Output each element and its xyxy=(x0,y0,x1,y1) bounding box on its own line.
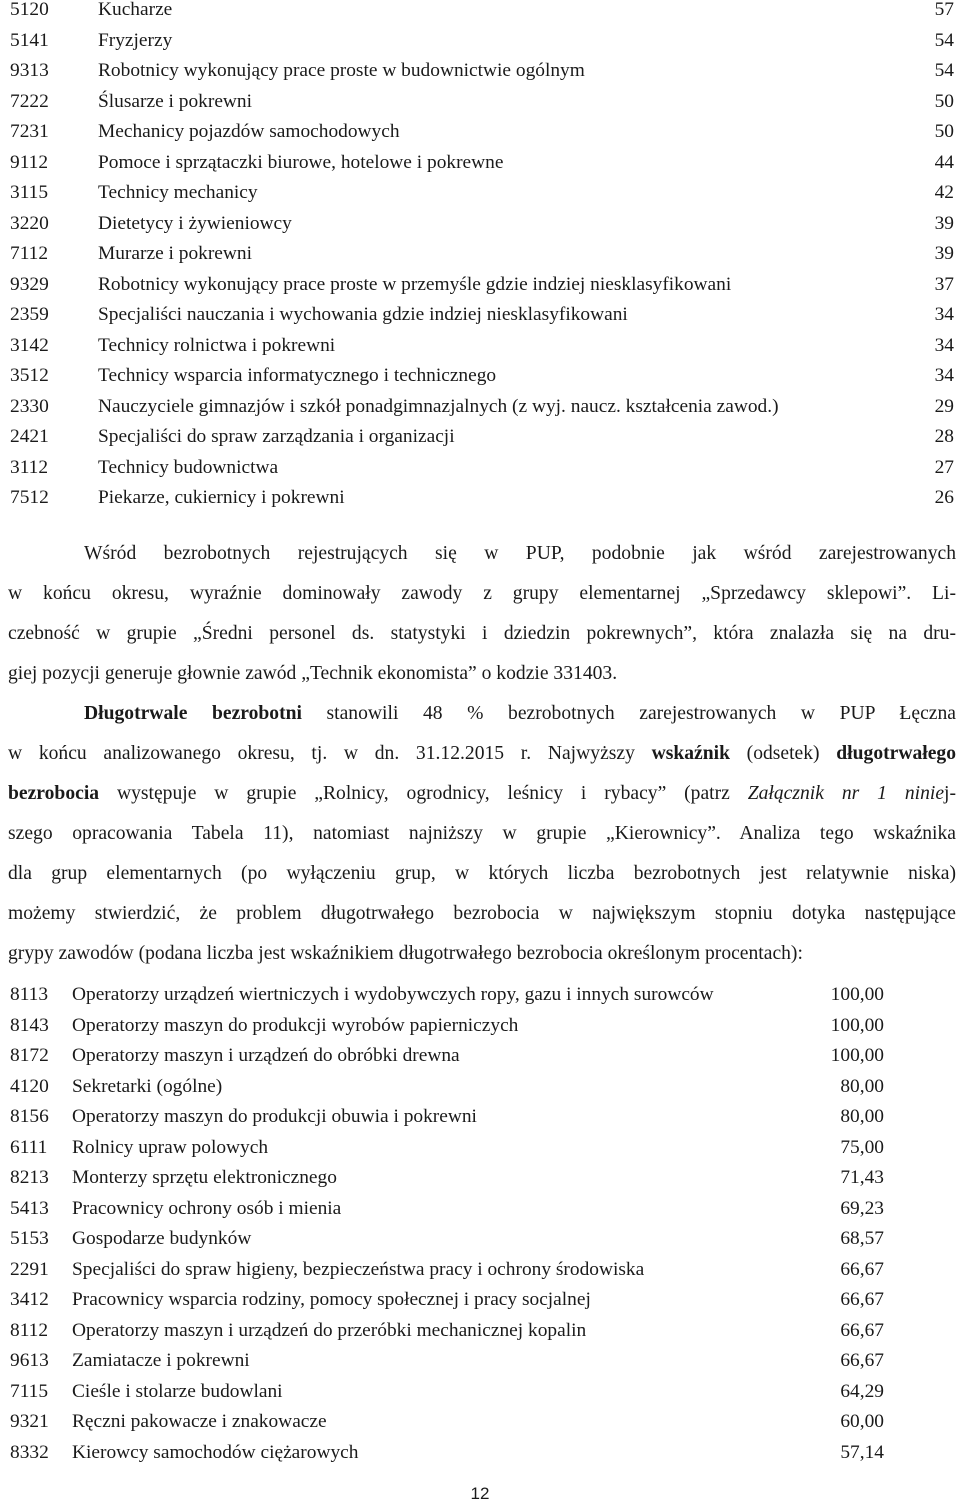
occupation-value: 68,57 xyxy=(840,1228,884,1249)
occupation-value: 54 xyxy=(934,29,954,51)
occupation-name: Kierowcy samochodów ciężarowych xyxy=(72,1441,359,1463)
occupation-value: 100,00 xyxy=(830,1045,884,1066)
occupation-code: 3220 xyxy=(10,212,49,234)
occupation-code: 8113 xyxy=(10,984,49,1005)
occupation-table-long-term xyxy=(6,980,886,1468)
occupation-code: 3512 xyxy=(10,365,49,386)
paragraph-line: Wśród bezrobotnych rejestrujących się w PUP, podobnie jak wśród zarejestrowanych xyxy=(84,543,956,564)
occupation-value: 39 xyxy=(934,212,954,234)
occupation-code: 5120 xyxy=(10,0,49,20)
bold-term: wskaźnik xyxy=(651,743,730,764)
text-run: j- xyxy=(944,783,956,804)
paragraph-long-term-unemployed xyxy=(8,694,956,974)
occupation-name: Cieśle i stolarze budowlani xyxy=(72,1380,283,1402)
occupation-name: Specjaliści do spraw zarządzania i organizacji xyxy=(98,426,455,447)
occupation-name: Rolnicy upraw polowych xyxy=(72,1136,269,1158)
occupation-value: 34 xyxy=(934,304,954,325)
occupation-code: 9321 xyxy=(10,1411,49,1432)
occupation-code: 9329 xyxy=(10,273,49,295)
table-row xyxy=(6,1224,886,1255)
paragraph-line: czebność w grupie „Średni personel ds. statystyki i dziedzin pokrewnych”, która znalazła się na dru- xyxy=(8,623,956,644)
table-row xyxy=(6,270,956,301)
table-row xyxy=(6,483,956,514)
occupation-code: 4120 xyxy=(10,1075,49,1097)
occupation-value: 60,00 xyxy=(840,1411,884,1432)
occupation-name: Kucharze xyxy=(98,0,173,20)
occupation-name: Mechanicy pojazdów samochodowych xyxy=(98,121,400,142)
paragraph-line xyxy=(8,694,956,734)
paragraph-line: dla grup elementarnych (po wyłączeniu grup, w których liczba bezrobotnych jest relatywnie niska) xyxy=(8,863,956,884)
occupation-name: Pracownicy ochrony osób i mienia xyxy=(72,1197,342,1219)
occupation-name: Technicy wsparcia informatycznego i technicznego xyxy=(98,365,497,386)
bold-term: Długotrwale bezrobotni xyxy=(84,703,302,724)
bold-term: długotrwałego xyxy=(836,743,957,764)
occupation-name: Specjaliści nauczania i wychowania gdzie indziej niesklasyfikowani xyxy=(98,304,628,325)
text-run: (odsetek) xyxy=(729,743,837,764)
occupation-code: 9613 xyxy=(10,1350,49,1371)
occupation-code: 8112 xyxy=(10,1319,49,1341)
occupation-code: 8172 xyxy=(10,1045,49,1066)
occupation-value: 64,29 xyxy=(840,1380,884,1402)
table-row xyxy=(6,1163,886,1194)
occupation-table-long-term-body xyxy=(6,980,886,1468)
occupation-name: Ręczni pakowacze i znakowacze xyxy=(72,1411,327,1432)
occupation-table-top-body xyxy=(6,0,956,514)
table-row xyxy=(6,1133,886,1164)
bold-term: bezrobocia xyxy=(8,783,100,804)
occupation-value: 57,14 xyxy=(840,1441,884,1463)
page-number: 12 xyxy=(470,1484,490,1503)
occupation-name: Operatorzy maszyn i urządzeń do przeróbki mechanicznej kopalin xyxy=(72,1319,587,1341)
occupation-value: 66,67 xyxy=(840,1258,884,1280)
table-row xyxy=(6,1041,886,1072)
occupation-code: 3142 xyxy=(10,334,49,356)
paragraph-line: możemy stwierdzić, że problem długotrwałego bezrobocia w największym stopniu dotyka następujące xyxy=(8,903,956,924)
occupation-value: 39 xyxy=(934,243,954,264)
table-row xyxy=(6,1011,886,1042)
text-run: stanowili 48 % bezrobotnych zarejestrowanych w PUP Łęczna xyxy=(301,703,956,724)
paragraph-line: w końcu okresu, wyraźnie dominowały zawody z grupy elementarnej „Sprzedawcy sklepowi”. Li- xyxy=(8,583,956,604)
table-row xyxy=(6,1346,886,1377)
table-row xyxy=(6,300,956,331)
occupation-value: 66,67 xyxy=(840,1350,884,1371)
occupation-code: 9112 xyxy=(10,151,49,173)
occupation-code: 7231 xyxy=(10,121,49,142)
table-row xyxy=(6,392,956,423)
table-row xyxy=(6,1407,886,1438)
occupation-value: 44 xyxy=(934,151,954,173)
occupation-name: Gospodarze budynków xyxy=(72,1228,252,1249)
occupation-code: 7512 xyxy=(10,487,49,508)
occupation-name: Robotnicy wykonujący prace proste w przemyśle gdzie indziej niesklasyfikowani xyxy=(98,273,732,295)
occupation-name: Specjaliści do spraw higieny, bezpieczeństwa pracy i ochrony środowiska xyxy=(72,1258,645,1280)
table-row xyxy=(6,1377,886,1408)
occupation-value: 66,67 xyxy=(840,1319,884,1341)
occupation-value: 50 xyxy=(934,121,954,142)
occupation-name: Fryzjerzy xyxy=(98,29,173,51)
occupation-name: Operatorzy maszyn do produkcji obuwia i pokrewni xyxy=(72,1106,477,1127)
table-row xyxy=(6,1285,886,1316)
occupation-value: 66,67 xyxy=(840,1289,884,1310)
occupation-value: 57 xyxy=(934,0,954,20)
occupation-name: Robotnicy wykonujący prace proste w budownictwie ogólnym xyxy=(98,60,585,81)
table-row xyxy=(6,453,956,484)
occupation-name: Zamiatacze i pokrewni xyxy=(72,1350,250,1371)
occupation-name: Operatorzy maszyn i urządzeń do obróbki drewna xyxy=(72,1045,460,1066)
occupation-value: 54 xyxy=(934,60,954,81)
table-row xyxy=(6,26,956,57)
text-run: występuje w grupie „Rolnicy, ogrodnicy, leśnicy i rybacy” (patrz xyxy=(99,783,748,804)
paragraph-line: giej pozycji generuje głownie zawód „Technik ekonomista” o kodzie 331403. xyxy=(8,663,618,684)
occupation-code: 2330 xyxy=(10,395,49,417)
table-row xyxy=(6,56,956,87)
occupation-value: 42 xyxy=(934,182,954,203)
occupation-code: 5153 xyxy=(10,1228,49,1249)
table-row xyxy=(6,1438,886,1469)
occupation-value: 75,00 xyxy=(840,1136,884,1158)
occupation-name: Pracownicy wsparcia rodziny, pomocy społecznej i pracy socjalnej xyxy=(72,1289,591,1310)
occupation-value: 26 xyxy=(934,487,954,508)
occupation-table-top xyxy=(6,0,956,514)
occupation-code: 5413 xyxy=(10,1197,49,1219)
italic-reference: Załącznik nr 1 ninie xyxy=(747,783,945,804)
table-row xyxy=(6,87,956,118)
occupation-code: 2359 xyxy=(10,304,49,325)
occupation-name: Murarze i pokrewni xyxy=(98,243,252,264)
table-row xyxy=(6,422,956,453)
table-row xyxy=(6,239,956,270)
table-row xyxy=(6,1102,886,1133)
occupation-name: Sekretarki (ogólne) xyxy=(72,1075,223,1097)
occupation-code: 2421 xyxy=(10,426,49,447)
paragraph-registration xyxy=(8,534,956,694)
occupation-code: 2291 xyxy=(10,1258,49,1280)
occupation-code: 9313 xyxy=(10,60,49,81)
occupation-name: Dietetycy i żywieniowcy xyxy=(98,212,292,234)
occupation-code: 3112 xyxy=(10,456,49,478)
table-row xyxy=(6,361,956,392)
occupation-name: Piekarze, cukiernicy i pokrewni xyxy=(98,487,345,508)
occupation-name: Operatorzy urządzeń wiertniczych i wydobywczych ropy, gazu i innych surowców xyxy=(72,984,714,1005)
occupation-name: Nauczyciele gimnazjów i szkół ponadgimnazjalnych (z wyj. naucz. kształcenia zawod.) xyxy=(98,395,779,417)
table-row xyxy=(6,1194,886,1225)
occupation-value: 28 xyxy=(934,426,954,447)
occupation-value: 69,23 xyxy=(840,1197,884,1219)
table-row xyxy=(6,980,886,1011)
occupation-value: 34 xyxy=(934,334,954,356)
occupation-name: Pomoce i sprzątaczki biurowe, hotelowe i pokrewne xyxy=(98,151,504,173)
occupation-name: Operatorzy maszyn do produkcji wyrobów papierniczych xyxy=(72,1014,519,1036)
occupation-value: 34 xyxy=(934,365,954,386)
occupation-code: 8143 xyxy=(10,1014,49,1036)
occupation-code: 3115 xyxy=(10,182,49,203)
occupation-value: 50 xyxy=(934,90,954,112)
occupation-code: 6111 xyxy=(10,1136,48,1158)
paragraph-line xyxy=(8,734,956,774)
table-row xyxy=(6,1255,886,1286)
occupation-value: 37 xyxy=(934,273,954,295)
occupation-code: 3412 xyxy=(10,1289,49,1310)
table-row xyxy=(6,1316,886,1347)
text-run: w końcu analizowanego okresu, tj. w dn. 31.12.2015 r. Najwyższy xyxy=(8,743,652,764)
occupation-code: 7112 xyxy=(10,243,49,264)
occupation-name: Technicy rolnictwa i pokrewni xyxy=(98,334,336,356)
table-row xyxy=(6,0,956,26)
table-row xyxy=(6,117,956,148)
occupation-value: 29 xyxy=(934,395,954,417)
paragraph-line: szego opracowania Tabela 11), natomiast najniższy w grupie „Kierownicy”. Analiza tego wskaźnika xyxy=(8,823,956,844)
occupation-value: 71,43 xyxy=(840,1167,884,1188)
table-row xyxy=(6,178,956,209)
paragraph-line xyxy=(8,774,956,814)
table-row xyxy=(6,331,956,362)
paragraph-line: grypy zawodów (podana liczba jest wskaźnikiem długotrwałego bezrobocia określonym procentach): xyxy=(8,943,803,964)
occupation-code: 8213 xyxy=(10,1167,49,1188)
occupation-code: 7115 xyxy=(10,1380,49,1402)
occupation-value: 100,00 xyxy=(830,1014,884,1036)
occupation-name: Ślusarze i pokrewni xyxy=(98,90,253,112)
occupation-code: 7222 xyxy=(10,90,49,112)
occupation-value: 80,00 xyxy=(840,1106,884,1127)
table-row xyxy=(6,1072,886,1103)
occupation-value: 100,00 xyxy=(830,984,884,1005)
occupation-value: 80,00 xyxy=(840,1075,884,1097)
table-row xyxy=(6,209,956,240)
occupation-name: Monterzy sprzętu elektronicznego xyxy=(72,1167,337,1188)
occupation-name: Technicy mechanicy xyxy=(98,182,258,203)
occupation-code: 8156 xyxy=(10,1106,49,1127)
occupation-name: Technicy budownictwa xyxy=(98,456,279,478)
table-row xyxy=(6,148,956,179)
occupation-value: 27 xyxy=(934,456,954,478)
occupation-code: 5141 xyxy=(10,29,49,51)
occupation-code: 8332 xyxy=(10,1441,49,1463)
